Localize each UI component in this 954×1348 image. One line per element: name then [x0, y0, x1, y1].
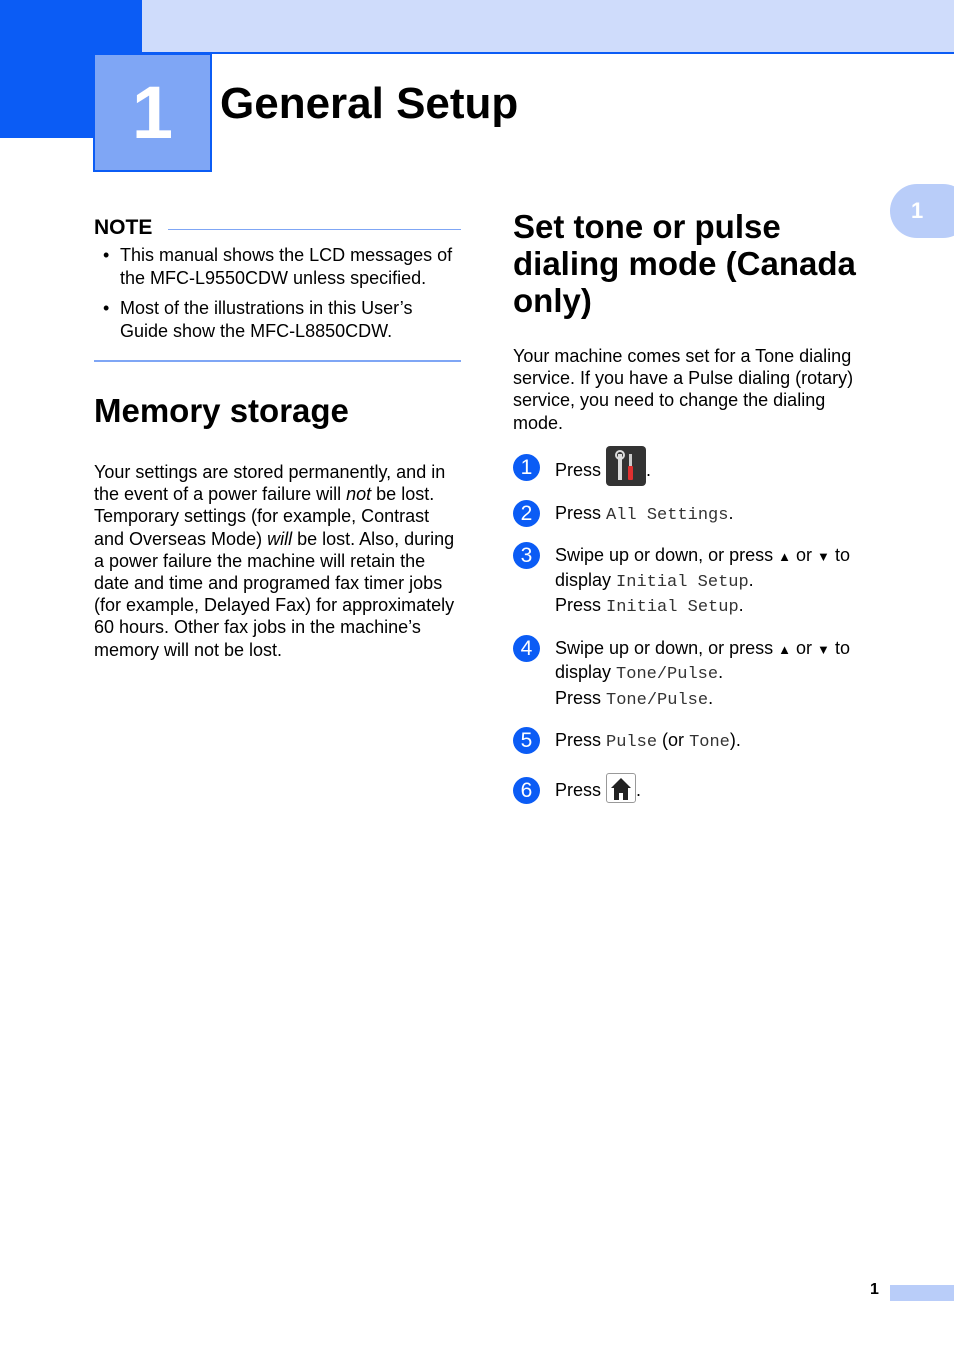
chapter-title: General Setup: [220, 79, 519, 128]
option-pulse[interactable]: Pulse: [606, 733, 658, 753]
memory-paragraph: Your settings are stored permanently, and in the event of a power failure will not be lost. Temporary settings (for example, Contrast and Overseas Mode) will be lost. Also, during a power failure the machine will retain the date and time and programed fax timer jobs (for example, Delayed Fax) for approximately 60 hours. Other fax jobs in the machine’s memory will not be lost.: [94, 462, 455, 660]
menu-initial-setup[interactable]: Initial Setup: [606, 598, 739, 618]
note-item: • This manual shows the LCD messages of the MFC-L9550CDW unless specified.: [103, 245, 453, 288]
step-number: 3: [513, 542, 540, 569]
down-arrow-icon: ▼: [817, 549, 830, 565]
step-5: 5 Press Pulse (or Tone).: [513, 729, 873, 755]
up-arrow-icon: ▲: [778, 641, 791, 657]
note-box: [94, 216, 461, 362]
step-number: 6: [513, 777, 540, 804]
steps-list: [513, 456, 873, 804]
right-column: [513, 208, 873, 804]
tone-heading: Set tone or pulse dialing mode (Canada only): [513, 208, 856, 319]
step-2: 2 Press All Settings.: [513, 502, 873, 528]
step-3: 3 Swipe up or down, or press ▲ or ▼ to display Initial Setup. Press Initial Setup.: [513, 544, 873, 620]
side-chapter-tab: 1: [890, 184, 954, 238]
step-number: 2: [513, 500, 540, 527]
left-column: [94, 216, 461, 661]
chapter-number-box: [93, 53, 212, 172]
step-6: 6 Press .: [513, 779, 873, 804]
up-arrow-icon: ▲: [778, 549, 791, 565]
tone-intro: Your machine comes set for a Tone dialing service. If you have a Pulse dialing (rotary) service, you need to change the dialing mode.: [513, 346, 854, 433]
footer-bar: [890, 1285, 954, 1301]
menu-tone-pulse[interactable]: Tone/Pulse: [606, 690, 709, 710]
chapter-number: 1: [131, 70, 174, 154]
option-tone[interactable]: Tone: [689, 733, 730, 753]
down-arrow-icon: ▼: [817, 641, 830, 657]
memory-heading: Memory storage: [94, 392, 349, 429]
settings-tools-icon[interactable]: [606, 446, 646, 486]
menu-all-settings[interactable]: All Settings: [606, 505, 729, 525]
step-number: 4: [513, 635, 540, 662]
note-item: • Most of the illustrations in this User’s Guide show the MFC-L8850CDW.: [103, 298, 413, 341]
note-divider: [168, 229, 461, 230]
step-number: 1: [513, 454, 540, 481]
note-title: NOTE: [94, 216, 153, 239]
step-number: 5: [513, 727, 540, 754]
step-1: 1 Press .: [513, 456, 873, 486]
home-icon[interactable]: [606, 773, 636, 803]
step-4: 4 Swipe up or down, or press ▲ or ▼ to display Tone/Pulse. Press Tone/Pulse.: [513, 637, 873, 713]
header-band: [142, 0, 954, 54]
page-number: 1: [870, 1281, 879, 1298]
